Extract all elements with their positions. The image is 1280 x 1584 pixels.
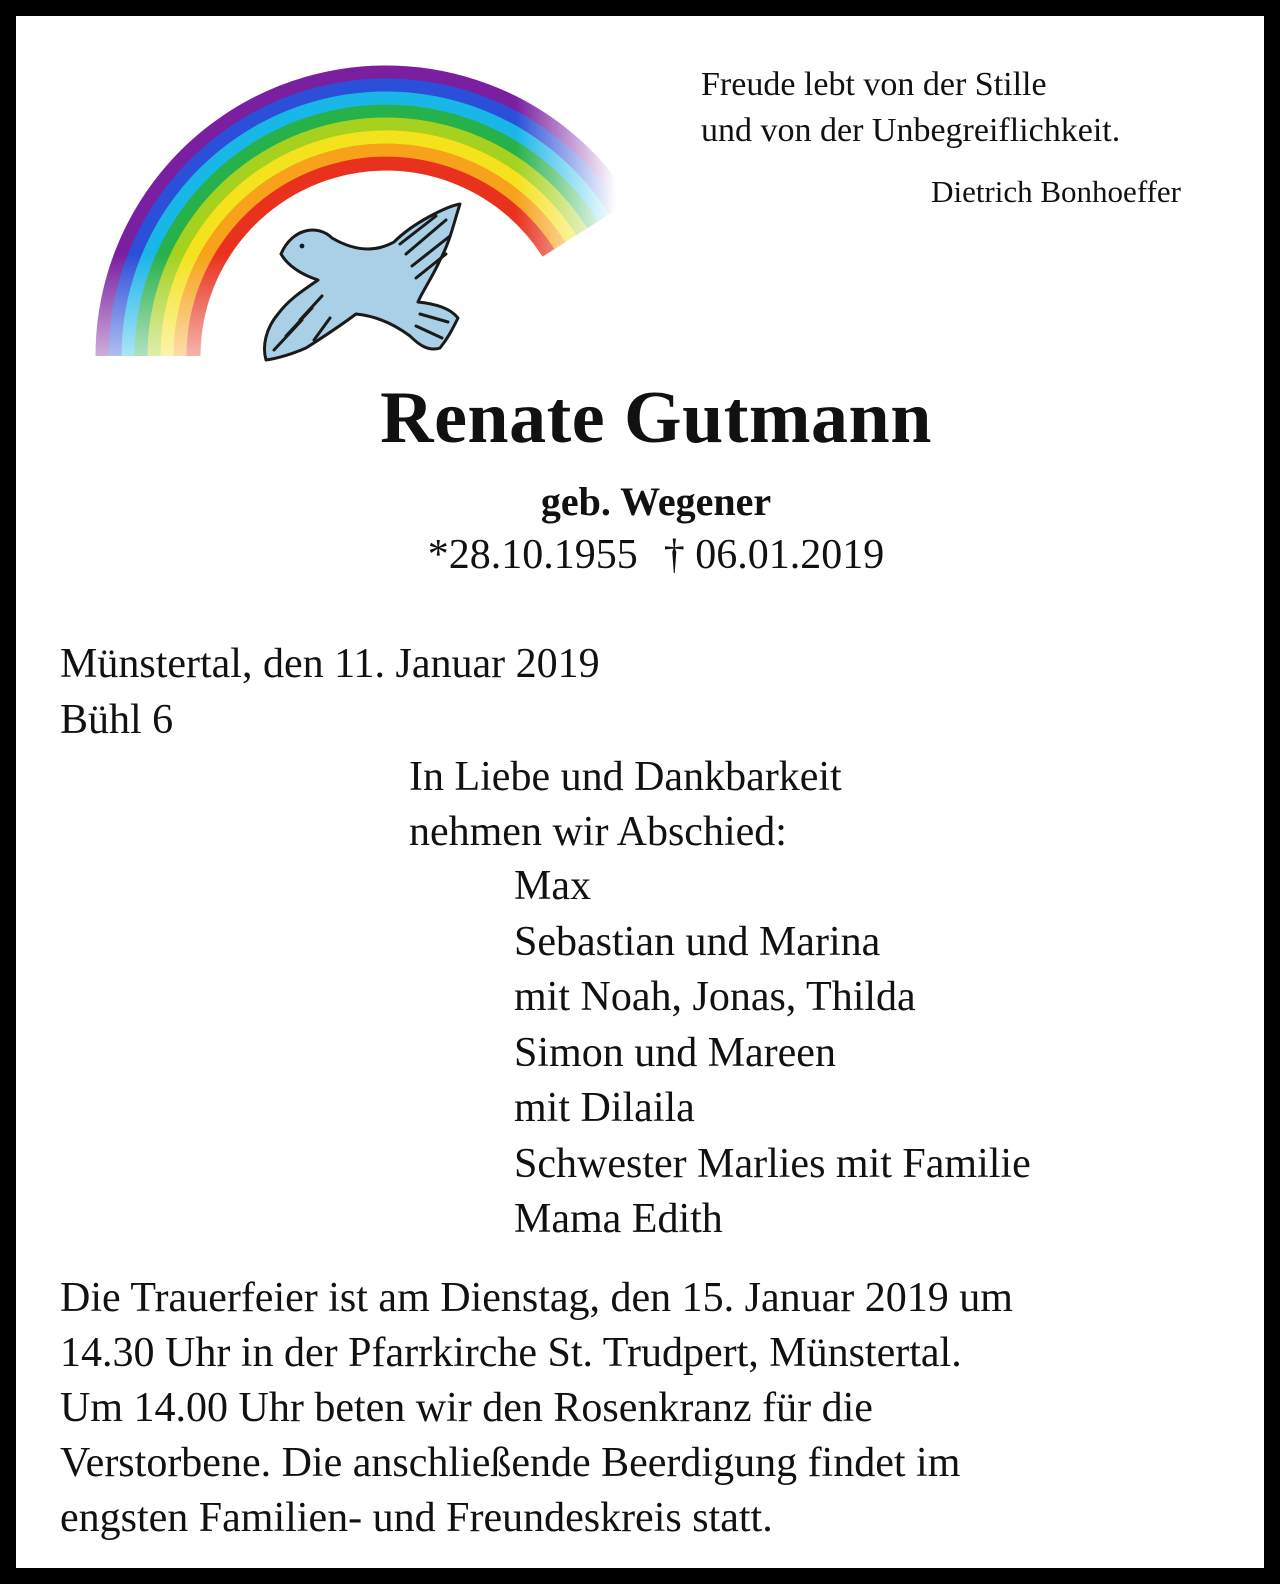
quote-author: Dietrich Bonhoeffer (931, 174, 1181, 209)
place-date: Münstertal, den 11. Januar 2019 (60, 641, 600, 687)
family-member: Mama Edith (514, 1196, 723, 1242)
deceased-name: Renate Gutmann (380, 377, 932, 459)
quote-line: Freude lebt von der Stille (701, 66, 1047, 103)
notice-line: Die Trauerfeier ist am Dienstag, den 15. Januar 2019 um (60, 1275, 1013, 1321)
life-dates (16, 531, 1280, 579)
farewell-line: In Liebe und Dankbarkeit (409, 754, 842, 800)
birth-date: *28.10.1955 (427, 532, 638, 578)
rainbow-dove-artwork (56, 56, 616, 416)
notice-line: engsten Familien- und Freundeskreis statt. (60, 1495, 773, 1541)
quote-line: und von der Unbegreiflichkeit. (701, 112, 1121, 149)
notice-line: Verstorbene. Die anschließende Beerdigung findet im (60, 1440, 961, 1486)
maiden-name: geb. Wegener (540, 479, 772, 524)
farewell-line: nehmen wir Abschied: (409, 809, 787, 855)
family-member: Schwester Marlies mit Familie (514, 1140, 1031, 1187)
family-member: mit Dilaila (514, 1085, 695, 1131)
funeral-notice (60, 1271, 1013, 1546)
quote (701, 62, 1221, 154)
notice-line: Um 14.00 Uhr beten wir den Rosenkranz für die (60, 1385, 873, 1431)
family-member: mit Noah, Jonas, Thilda (514, 974, 916, 1020)
death-date: † 06.01.2019 (663, 532, 885, 578)
farewell-text (409, 750, 842, 860)
family-member: Max (514, 863, 591, 909)
family-list (514, 859, 1031, 1248)
notice-line: 14.30 Uhr in der Pfarrkirche St. Trudpert, Münstertal. (60, 1330, 962, 1376)
family-member: Sebastian und Marina (514, 918, 881, 965)
address: Bühl 6 (60, 697, 174, 743)
family-member: Simon und Mareen (514, 1029, 836, 1076)
